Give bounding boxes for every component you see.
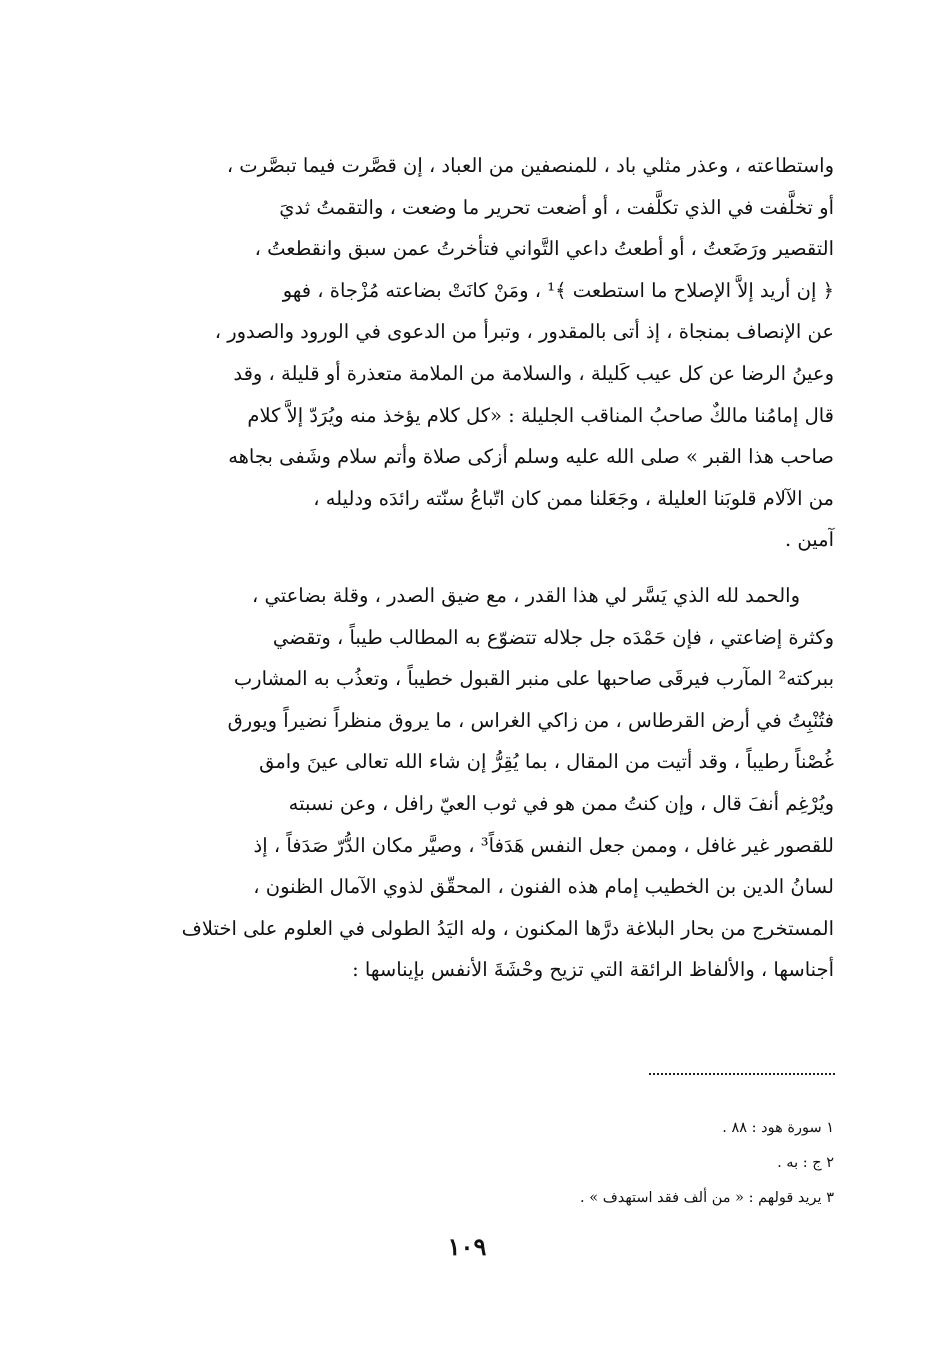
text-line: من الآلام قلوبَنا العليلة ، وجَعَلنا ممن كان اتّباعُ سنّته رائدَه ودليله ،: [313, 486, 834, 510]
text-line: صاحب هذا القبر » صلى الله عليه وسلم أزكى صلاة وأتم سلام وشَفى بجاهه: [228, 445, 834, 469]
text-line: ببركته² المآرب فيرقَى صاحبها على منبر القبول خطيباً ، وتعذُب به المشارب: [233, 667, 834, 691]
footnote-1: ١ سورة هود : ٨٨ .: [722, 1120, 834, 1136]
text-line: غُصْناً رطيباً ، وقد أتيت من المقال ، بما يُقِرُّ إن شاء الله تعالى عينَ وامق: [259, 750, 834, 774]
text-line: وكثرة إضاعتي ، فإن حَمْدَه جل جلاله تتضوّع به المطالب طيباً ، وتقضي: [272, 625, 834, 649]
text-line: قال إمامُنا مالكٌ صاحبُ المناقب الجليلة : «كل كلام يؤخذ منه ويُرَدّ إلاَّ كلام: [247, 403, 834, 427]
footnote-2: ٢ ج : به .: [777, 1155, 834, 1171]
text-line: أو تخلَّفت في الذي تكلَّفت ، أو أضعت تحرير ما وضعت ، والتقمتُ ثديَ: [279, 195, 834, 219]
main-text: [99, 145, 834, 991]
footnote-divider: [649, 1073, 835, 1075]
text-line: التقصير ورَضَعتُ ، أو أطعتُ داعي التَّواني فتأخرتُ عمن سبق وانقطعتُ ،: [254, 237, 834, 261]
text-line: وعينُ الرضا عن كل عيب كَليلة ، والسلامة من الملامة متعذرة أو قليلة ، وقد: [233, 361, 834, 385]
text-line: ﴿ إن أريد إلاَّ الإصلاح ما استطعت ﴾¹ ، ومَنْ كانَتْ بضاعته مُزْجاة ، فهو: [282, 278, 834, 302]
text-line: آمين .: [785, 528, 834, 552]
text-line: عن الإنصاف بمنجاة ، إذ أتى بالمقدور ، وتبرأ من الدعوى في الورود والصدور ،: [214, 320, 834, 344]
text-line: واستطاعته ، وعذر مثلي باد ، للمنصفين من العباد ، إن قصَّرت فيما تبصَّرت ،: [226, 154, 834, 177]
text-line: للقصور غير غافل ، وممن جعل النفس هَدَفاً³ ، وصيَّر مكان الدُّرّ صَدَفاً ، إذ: [253, 833, 834, 857]
text-line: فتُنْبِتُ في أرض القرطاس ، من زاكي الغراس ، ما يروق منظراً نضيراً ويورق: [227, 708, 834, 732]
footnote-3: ٣ يريد قولهم : « من ألف فقد استهدف » .: [580, 1190, 834, 1206]
text-line: أجناسها ، والألفاظ الرائقة التي تزيح وحْشَةَ الأنفس بإيناسها :: [352, 958, 834, 982]
text-line: المستخرج من بحار البلاغة درَّها المكنون ، وله اليَدُ الطولى في العلوم على اختلاف: [181, 916, 834, 940]
text-line: ويُرْغِم أنفَ قال ، وإن كنتُ ممن هو في ثوب العيّ رافل ، وعن نسبته: [288, 791, 834, 815]
page-number: ١٠٩: [447, 1232, 487, 1261]
text-line: لسانُ الدين بن الخطيب إمام هذه الفنون ، المحقّق لذوي الآمال الظنون ،: [253, 875, 834, 899]
paragraph-first-line: والحمد لله الذي يَسَّر لي هذا القدر ، مع ضيق الصدر ، وقلة بضاعتي ،: [252, 583, 800, 607]
footnotes: [99, 1111, 834, 1216]
